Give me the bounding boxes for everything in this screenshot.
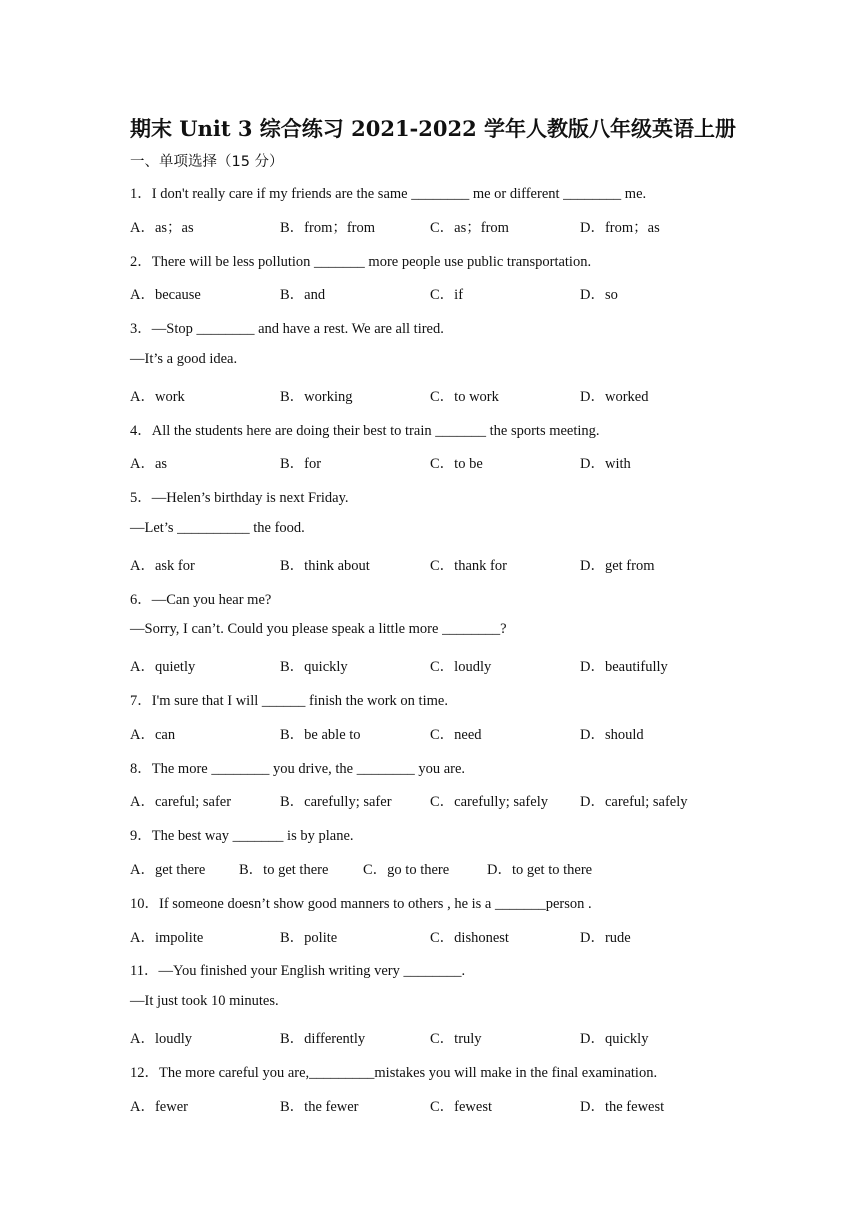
answer-option-d: D．beautifully xyxy=(580,659,668,676)
question-stem: 10．If someone doesn’t show good manners to others , he is a _______person . xyxy=(130,895,592,912)
answer-option-d: D．get from xyxy=(580,557,655,574)
answer-option-b: B．the fewer xyxy=(280,1098,359,1115)
answer-option-c: C．need xyxy=(430,726,482,743)
question-dialogue-line: —It just took 10 minutes. xyxy=(130,993,279,1010)
answer-option-a: A．quietly xyxy=(130,659,196,676)
answer-option-b: B．for xyxy=(280,456,322,473)
answer-option-c: C．go to there xyxy=(363,862,450,878)
answer-option-a: A．work xyxy=(130,388,185,405)
answer-option-c: C．loudly xyxy=(430,659,492,676)
question-dialogue-line: —Sorry, I can’t. Could you please speak a little more ________? xyxy=(130,621,507,638)
answer-option-a: A．as；as xyxy=(130,219,194,236)
answer-option-a: A．as xyxy=(130,456,168,473)
answer-option-b: B．to get there xyxy=(239,862,329,878)
answer-option-c: C．dishonest xyxy=(430,929,509,946)
question-stem: 5．—Helen’s birthday is next Friday. xyxy=(130,490,349,507)
answer-option-c: C．carefully; safely xyxy=(430,794,548,811)
answer-option-a: A．ask for xyxy=(130,557,195,574)
answer-option-c: C．if xyxy=(430,287,464,304)
worksheet-title: 期末 Unit 3 综合练习 2021-2022 学年人教版八年级英语上册 xyxy=(130,116,737,141)
answer-option-b: B．quickly xyxy=(280,659,348,676)
answer-option-a: A．fewer xyxy=(130,1098,188,1115)
answer-option-b: B．carefully; safer xyxy=(280,794,392,811)
question-stem: 4．All the students here are doing their best to train _______ the sports meeting. xyxy=(130,422,600,439)
answer-option-c: C．to work xyxy=(430,388,499,405)
question-stem: 2．There will be less pollution _______ more people use public transportation. xyxy=(130,253,592,270)
question-stem: 6．—Can you hear me? xyxy=(130,591,272,608)
answer-option-d: D．the fewest xyxy=(580,1098,665,1115)
question-stem: 7．I'm sure that I will ______ finish the work on time. xyxy=(130,693,448,709)
answer-option-c: C．as；from xyxy=(430,219,509,236)
question-stem: 3．—Stop ________ and have a rest. We are all tired. xyxy=(130,321,444,338)
question-stem: 12．The more careful you are,_________mistakes you will make in the final examination. xyxy=(130,1064,658,1081)
section-heading: 一、单项选择（15 分） xyxy=(130,154,284,170)
question-dialogue-line: —It’s a good idea. xyxy=(130,351,238,367)
answer-option-d: D．from；as xyxy=(580,219,660,236)
answer-option-d: D．so xyxy=(580,287,618,304)
question-stem: 1．I don't really care if my friends are the same ________ me or different ________ me. xyxy=(130,186,647,202)
answer-option-d: D．careful; safely xyxy=(580,794,688,811)
answer-option-c: C．truly xyxy=(430,1031,482,1047)
answer-option-b: B．think about xyxy=(280,557,370,574)
answer-option-a: A．can xyxy=(130,726,176,743)
answer-option-b: B．working xyxy=(280,388,353,405)
answer-option-d: D．should xyxy=(580,726,644,743)
answer-option-d: D．to get to there xyxy=(487,862,593,878)
answer-option-c: C．fewest xyxy=(430,1098,493,1115)
answer-option-b: B．from；from xyxy=(280,219,376,236)
answer-option-b: B．be able to xyxy=(280,726,361,743)
question-dialogue-line: —Let’s __________ the food. xyxy=(130,520,305,536)
answer-option-a: A．because xyxy=(130,287,201,304)
answer-option-a: A．careful; safer xyxy=(130,794,232,811)
answer-option-b: B．and xyxy=(280,287,326,304)
answer-option-c: C．thank for xyxy=(430,557,507,574)
question-stem: 9．The best way _______ is by plane. xyxy=(130,828,354,845)
answer-option-d: D．quickly xyxy=(580,1031,649,1047)
answer-option-a: A．impolite xyxy=(130,929,204,946)
answer-option-b: B．polite xyxy=(280,929,338,946)
answer-option-d: D．worked xyxy=(580,388,649,405)
answer-option-c: C．to be xyxy=(430,456,483,473)
answer-option-b: B．differently xyxy=(280,1031,366,1047)
answer-option-a: A．get there xyxy=(130,862,206,878)
answer-option-a: A．loudly xyxy=(130,1031,193,1047)
question-stem: 8．The more ________ you drive, the ________ you are. xyxy=(130,760,466,777)
answer-option-d: D．with xyxy=(580,456,631,473)
answer-option-d: D．rude xyxy=(580,929,631,946)
question-stem: 11．—You finished your English writing very ________. xyxy=(130,963,466,980)
